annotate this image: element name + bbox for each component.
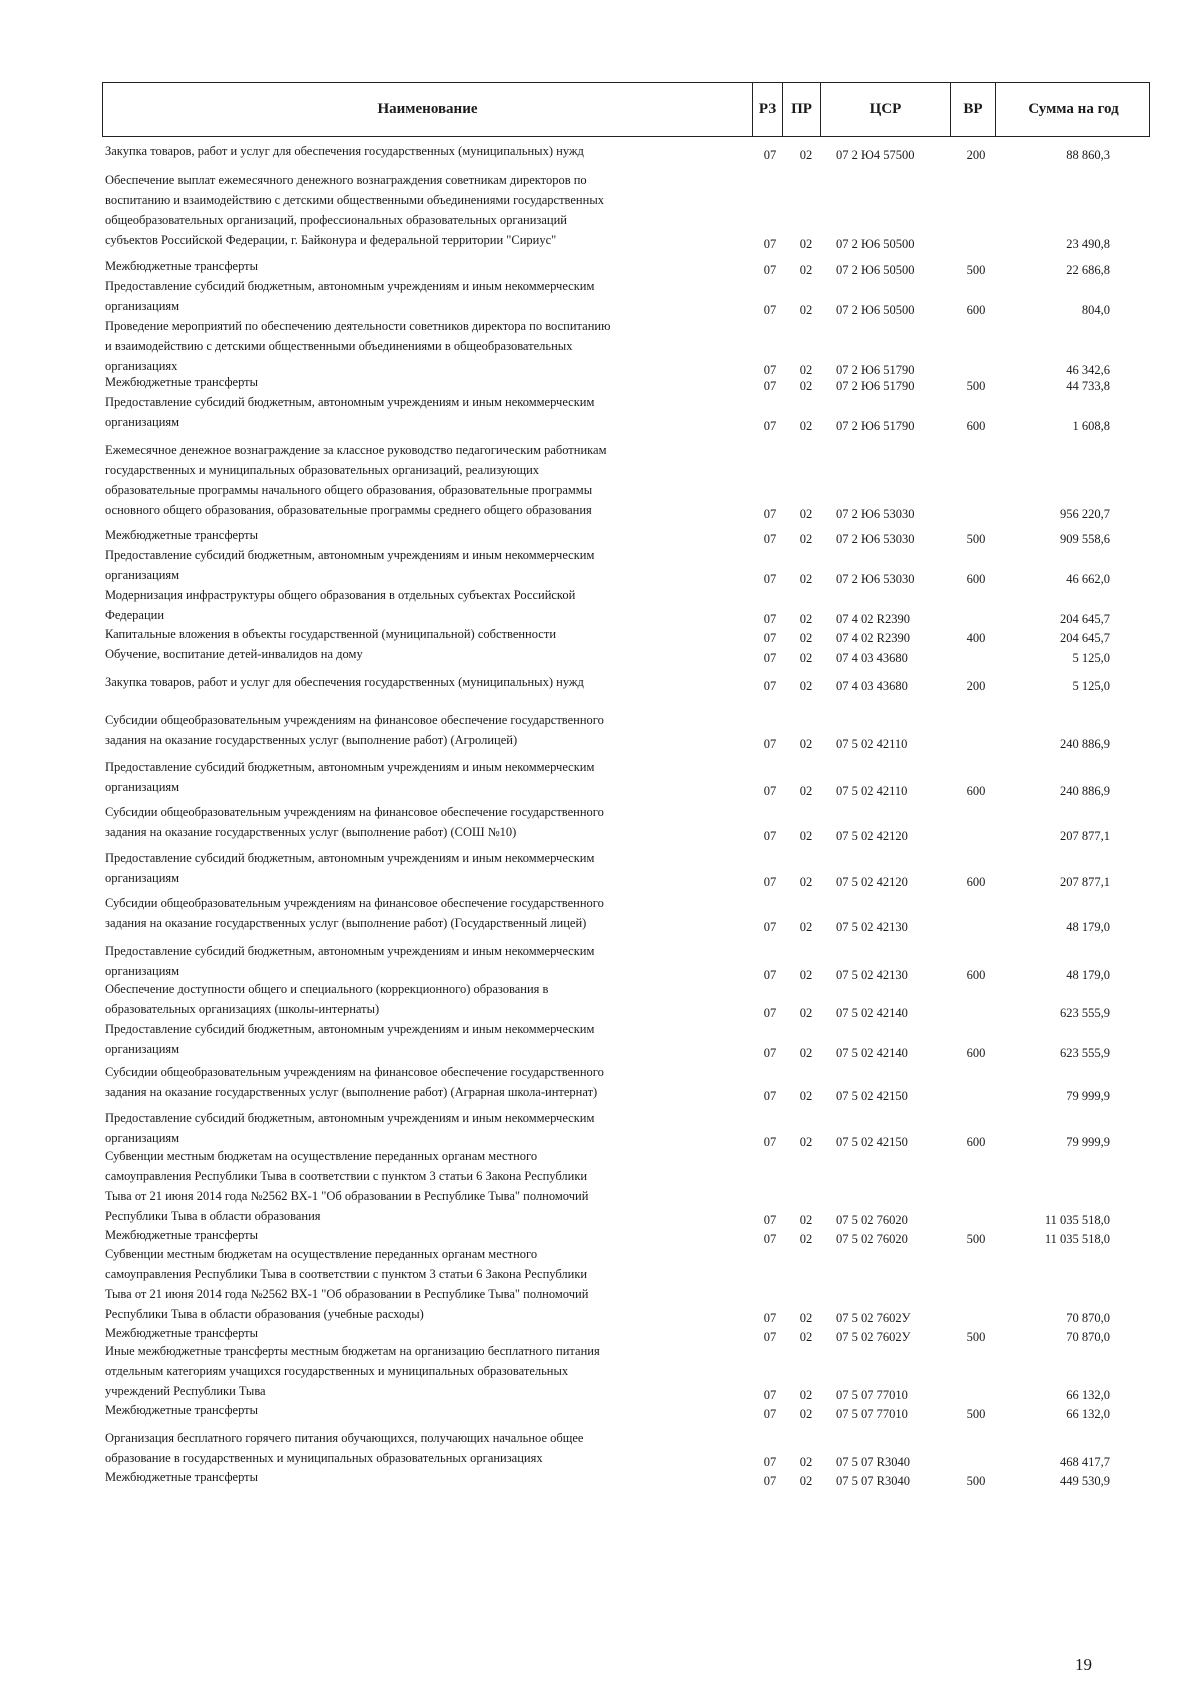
row-rz: 07 [763,1213,777,1227]
row-csr: 07 2 Ю6 51790 [836,419,915,433]
row-vr: 500 [966,1407,986,1421]
row-rz: 07 [763,1232,777,1246]
row-rz: 07 [763,1407,777,1421]
header-pr: ПР [783,83,821,136]
row-pr: 02 [799,968,813,982]
row-name: Предоставление субсидий бюджетным, автономным учреждениям и иным некоммерческим организациям [105,760,595,794]
header-rz: РЗ [753,83,783,136]
row-csr: 07 2 Ю6 53030 [836,572,915,586]
row-rz: 07 [763,1089,777,1103]
row-vr: 200 [966,148,986,162]
row-name: Модернизация инфраструктуры общего образования в отдельных субъектах Российской Федерации [105,588,576,622]
table-row [0,644,1200,668]
row-rz: 07 [763,1311,777,1325]
row-vr: 600 [966,303,986,317]
row-pr: 02 [799,507,813,521]
row-sum: 66 132,0 [1066,1407,1110,1421]
row-name: Проведение мероприятий по обеспечению деятельности советников директора по воспитанию и взаимодействию с детскими общественными объединениями в общеобразовательных организациях [105,319,611,373]
row-csr: 07 5 02 42150 [836,1089,908,1103]
row-sum: 23 490,8 [1066,237,1110,251]
row-rz: 07 [763,1006,777,1020]
row-name: Межбюджетные трансферты [105,259,259,273]
row-pr: 02 [799,363,813,377]
row-vr: 600 [966,968,986,982]
row-csr: 07 5 02 7602У [836,1311,911,1325]
row-csr: 07 5 02 42110 [836,784,908,798]
row-sum: 240 886,9 [1060,737,1110,751]
row-name: Предоставление субсидий бюджетным, автономным учреждениям и иным некоммерческим организациям [105,1022,595,1056]
row-vr: 500 [966,379,986,393]
row-name: Капитальные вложения в объекты государственной (муниципальной) собственности [105,627,557,641]
row-vr: 600 [966,572,986,586]
row-pr: 02 [799,679,813,693]
row-name: Закупка товаров, работ и услуг для обеспечения государственных (муниципальных) нужд [105,144,584,158]
row-csr: 07 4 02 R2390 [836,612,910,626]
row-rz: 07 [763,507,777,521]
row-csr: 07 5 02 42140 [836,1046,908,1060]
header-name: Наименование [103,83,753,136]
row-csr: 07 5 02 42110 [836,737,908,751]
row-name: Межбюджетные трансферты [105,1228,259,1242]
row-sum: 204 645,7 [1060,612,1110,626]
row-rz: 07 [763,1046,777,1060]
row-csr: 07 2 Ю4 57500 [836,148,915,162]
row-name: Предоставление субсидий бюджетным, автономным учреждениям и иным некоммерческим организациям [105,944,595,978]
row-vr: 600 [966,1046,986,1060]
row-rz: 07 [763,1388,777,1402]
row-pr: 02 [799,1089,813,1103]
row-sum: 79 999,9 [1066,1089,1110,1103]
row-pr: 02 [799,651,813,665]
header-vr: ВР [951,83,996,136]
row-pr: 02 [799,784,813,798]
table-row [0,316,1200,380]
row-pr: 02 [799,1006,813,1020]
page-number: 19 [1075,1655,1092,1674]
row-name: Предоставление субсидий бюджетным, автономным учреждениям и иным некоммерческим организациям [105,1111,595,1145]
row-sum: 5 125,0 [1072,679,1110,693]
row-sum: 48 179,0 [1066,920,1110,934]
row-name: Предоставление субсидий бюджетным, автономным учреждениям и иным некоммерческим организациям [105,851,595,885]
row-sum: 79 999,9 [1066,1135,1110,1149]
row-sum: 909 558,6 [1060,532,1110,546]
table-row [0,848,1200,892]
row-vr: 600 [966,784,986,798]
row-vr: 400 [966,631,986,645]
row-sum: 804,0 [1081,303,1110,317]
row-sum: 623 555,9 [1060,1006,1110,1020]
row-name: Обеспечение доступности общего и специального (коррекционного) образования в образовательных организациях (школы-интернаты) [105,982,549,1016]
row-sum: 70 870,0 [1066,1311,1110,1325]
row-rz: 07 [763,968,777,982]
row-pr: 02 [799,631,813,645]
row-csr: 07 4 03 43680 [836,679,908,693]
row-pr: 02 [799,1046,813,1060]
row-pr: 02 [799,1213,813,1227]
table-row [0,276,1200,320]
row-pr: 02 [799,419,813,433]
row-vr: 600 [966,1135,986,1149]
row-name: Закупка товаров, работ и услуг для обеспечения государственных (муниципальных) нужд [105,675,584,689]
row-sum: 66 132,0 [1066,1388,1110,1402]
row-csr: 07 5 02 42140 [836,1006,908,1020]
row-rz: 07 [763,679,777,693]
table-row [0,1244,1200,1328]
row-csr: 07 5 07 77010 [836,1388,908,1402]
row-name: Межбюджетные трансферты [105,1403,259,1417]
row-name: Субвенции местным бюджетам на осуществление переданных органам местного самоуправления Республики Тыва в соответствии с пунктом 3 статьи 6 Закона Республики Тыва от 21 июня 2014 года №2562 ВХ-1 "Об образовании в Республике Тыва" полномочий Республики Тыва в области образования (учебные расходы) [105,1247,589,1321]
row-name: Обеспечение выплат ежемесячного денежного вознаграждения советникам директоров по воспитанию и взаимодействию с детскими общественными объединениями государственных общеобразовательных организаций, профессиональных образовательных организаций субъектов Российской Федерации, г. Байконура и федеральной территории "Сириус" [105,173,604,247]
row-csr: 07 2 Ю6 51790 [836,363,915,377]
row-csr: 07 2 Ю6 53030 [836,507,915,521]
row-rz: 07 [763,631,777,645]
row-csr: 07 4 03 43680 [836,651,908,665]
row-pr: 02 [799,237,813,251]
row-name: Субсидии общеобразовательным учреждениям на финансовое обеспечение государственного задания на оказание государственных услуг (выполнение работ) (Аграрная школа-интернат) [105,1065,604,1099]
row-csr: 07 5 02 42150 [836,1135,908,1149]
row-csr: 07 5 02 42130 [836,968,908,982]
row-csr: 07 2 Ю6 50500 [836,303,915,317]
row-csr: 07 5 07 R3040 [836,1474,910,1488]
row-csr: 07 5 02 42120 [836,875,908,889]
row-vr: 500 [966,1232,986,1246]
row-pr: 02 [799,612,813,626]
row-name: Межбюджетные трансферты [105,375,259,389]
row-vr: 500 [966,532,986,546]
table-row [0,585,1200,629]
row-sum: 468 417,7 [1060,1455,1110,1469]
table-row [0,1400,1200,1424]
row-pr: 02 [799,1455,813,1469]
row-pr: 02 [799,1388,813,1402]
row-rz: 07 [763,920,777,934]
table-row [0,1019,1200,1063]
table-row [0,545,1200,589]
row-name: Иные межбюджетные трансферты местным бюджетам на организацию бесплатного питания отдельным категориям учащихся государственных и муниципальных образовательных учреждений Республики Тыва [105,1344,600,1398]
row-sum: 449 530,9 [1060,1474,1110,1488]
table-row [0,1341,1200,1405]
header-sum: Сумма на год [1028,101,1119,117]
table-row [0,979,1200,1023]
row-csr: 07 5 07 77010 [836,1407,908,1421]
row-pr: 02 [799,875,813,889]
row-name: Ежемесячное денежное вознаграждение за классное руководство педагогическим работникам государственных и муниципальных образовательных организаций, реализующих образовательные программы начального общего образования, образовательные программы основного общего образования, образовательные программы среднего общего образования [105,443,607,517]
row-pr: 02 [799,379,813,393]
row-vr: 500 [966,263,986,277]
row-csr: 07 5 02 76020 [836,1232,908,1246]
row-rz: 07 [763,572,777,586]
row-name: Межбюджетные трансферты [105,1326,259,1340]
row-rz: 07 [763,612,777,626]
row-name: Субсидии общеобразовательным учреждениям на финансовое обеспечение государственного задания на оказание государственных услуг (выполнение работ) (Государственный лицей) [105,896,604,930]
table-row [0,170,1200,254]
table-row [0,1428,1200,1472]
row-name: Обучение, воспитание детей-инвалидов на дому [105,647,363,661]
row-name: Организация бесплатного горячего питания обучающихся, получающих начальное общее образование в государственных и муниципальных образовательных организациях [105,1431,584,1465]
table-row [0,440,1200,524]
row-pr: 02 [799,1311,813,1325]
row-vr: 200 [966,679,986,693]
row-name: Межбюджетные трансферты [105,1470,259,1484]
table-row [0,893,1200,937]
row-rz: 07 [763,829,777,843]
table-row [0,757,1200,801]
table-row [0,1146,1200,1230]
row-sum: 240 886,9 [1060,784,1110,798]
table-row [0,802,1200,846]
row-csr: 07 5 02 7602У [836,1330,911,1344]
row-sum: 11 035 518,0 [1044,1232,1110,1246]
row-pr: 02 [799,737,813,751]
table-row [0,1062,1200,1106]
row-sum: 70 870,0 [1066,1330,1110,1344]
row-csr: 07 2 Ю6 50500 [836,263,915,277]
table-row [0,392,1200,436]
row-pr: 02 [799,532,813,546]
row-rz: 07 [763,379,777,393]
row-pr: 02 [799,1474,813,1488]
header-csr: ЦСР [821,83,951,136]
row-sum: 11 035 518,0 [1044,1213,1110,1227]
row-vr: 600 [966,875,986,889]
row-pr: 02 [799,1232,813,1246]
row-csr: 07 5 02 42120 [836,829,908,843]
row-rz: 07 [763,303,777,317]
row-name: Предоставление субсидий бюджетным, автономным учреждениям и иным некоммерческим организациям [105,279,595,313]
row-sum: 46 662,0 [1066,572,1110,586]
table-row [0,141,1200,165]
row-sum: 204 645,7 [1060,631,1110,645]
row-pr: 02 [799,829,813,843]
row-sum: 207 877,1 [1060,829,1110,843]
row-rz: 07 [763,875,777,889]
row-rz: 07 [763,784,777,798]
row-pr: 02 [799,263,813,277]
row-rz: 07 [763,737,777,751]
row-pr: 02 [799,572,813,586]
table-row [0,672,1200,696]
row-name: Предоставление субсидий бюджетным, автономным учреждениям и иным некоммерческим организациям [105,548,595,582]
row-rz: 07 [763,419,777,433]
row-rz: 07 [763,1474,777,1488]
row-pr: 02 [799,1135,813,1149]
row-name: Межбюджетные трансферты [105,528,259,542]
row-rz: 07 [763,237,777,251]
table-row [0,710,1200,754]
row-sum: 44 733,8 [1066,379,1110,393]
row-pr: 02 [799,920,813,934]
row-rz: 07 [763,148,777,162]
row-sum: 48 179,0 [1066,968,1110,982]
row-pr: 02 [799,1407,813,1421]
row-rz: 07 [763,1135,777,1149]
row-csr: 07 2 Ю6 51790 [836,379,915,393]
row-csr: 07 5 02 42130 [836,920,908,934]
table-row [0,1467,1200,1491]
row-name: Предоставление субсидий бюджетным, автономным учреждениям и иным некоммерческим организациям [105,395,595,429]
row-name: Субсидии общеобразовательным учреждениям на финансовое обеспечение государственного задания на оказание государственных услуг (выполнение работ) (Агролицей) [105,713,604,747]
row-vr: 500 [966,1330,986,1344]
row-csr: 07 4 02 R2390 [836,631,910,645]
row-csr: 07 5 07 R3040 [836,1455,910,1469]
row-pr: 02 [799,1330,813,1344]
row-sum: 22 686,8 [1066,263,1110,277]
row-sum: 46 342,6 [1066,363,1110,377]
row-pr: 02 [799,148,813,162]
row-csr: 07 2 Ю6 53030 [836,532,915,546]
row-vr: 500 [966,1474,986,1488]
row-rz: 07 [763,263,777,277]
row-sum: 207 877,1 [1060,875,1110,889]
row-name: Субсидии общеобразовательным учреждениям на финансовое обеспечение государственного задания на оказание государственных услуг (выполнение работ) (СОШ №10) [105,805,604,839]
row-pr: 02 [799,303,813,317]
row-csr: 07 5 02 76020 [836,1213,908,1227]
row-sum: 88 860,3 [1066,148,1110,162]
row-rz: 07 [763,532,777,546]
row-sum: 5 125,0 [1072,651,1110,665]
row-rz: 07 [763,1455,777,1469]
row-csr: 07 2 Ю6 50500 [836,237,915,251]
row-sum: 956 220,7 [1060,507,1110,521]
row-rz: 07 [763,651,777,665]
row-sum: 623 555,9 [1060,1046,1110,1060]
row-name: Субвенции местным бюджетам на осуществление переданных органам местного самоуправления Республики Тыва в соответствии с пунктом 3 статьи 6 Закона Республики Тыва от 21 июня 2014 года №2562 ВХ-1 "Об образовании в Республике Тыва" полномочий Республики Тыва в области образования [105,1149,589,1223]
row-vr: 600 [966,419,986,433]
row-rz: 07 [763,1330,777,1344]
row-sum: 1 608,8 [1072,419,1110,433]
row-rz: 07 [763,363,777,377]
